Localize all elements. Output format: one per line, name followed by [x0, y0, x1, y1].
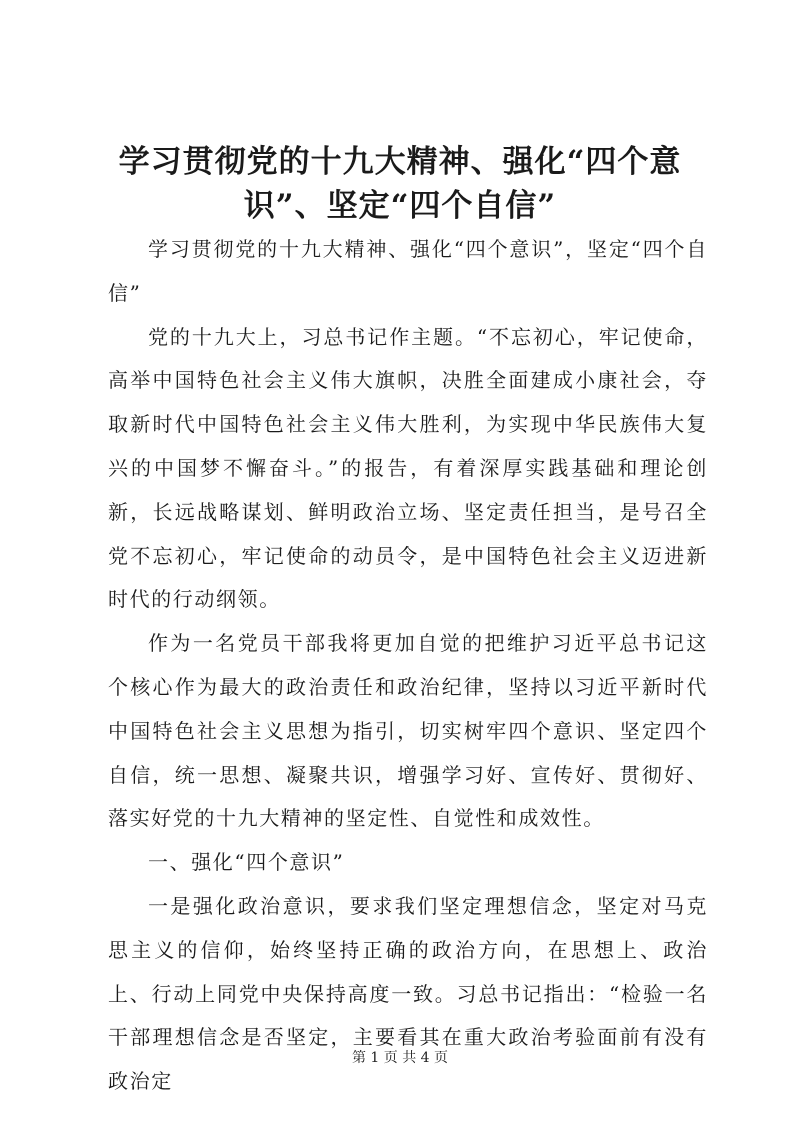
title-line-1: 学习贯彻党的十九大精神、强化“四个意	[118, 144, 682, 180]
section-heading-four-consciousness: 一、强化“四个意识”	[148, 850, 345, 875]
document-body	[108, 228, 708, 1104]
page-footer: 第 1 页 共 4 页	[351, 1050, 449, 1066]
paragraph-report: 党的十九大上，习总书记作主题。“不忘初心，牢记使命，高举中国特色社会主义伟大旗帜，决胜全面建成小康社会，夺取新时代中国特色社会主义伟大胜利，为实现中华民族伟大复兴的中国梦不懈奋斗。”的报告，有着深厚实践基础和理论创新，长远战略谋划、鲜明政治立场、坚定责任担当，是号召全党不忘初心，牢记使命的动员令，是中国特色社会主义迈进新时代的行动纲领。	[108, 324, 708, 612]
paragraph-subtitle: 学习贯彻党的十九大精神、强化“四个意识”，坚定“四个自信”	[108, 237, 708, 305]
title-line-2: 识”、坚定“四个自信”	[243, 188, 557, 224]
paragraph-political-awareness: 一是强化政治意识，要求我们坚定理想信念，坚定对马克思主义的信仰，始终坚持正确的政治方向，在思想上、政治上、行动上同党中央保持高度一致。习总书记指出：“检验一名干部理想信念是否坚定，主要看其在重大政治考验面前有没有政治定	[108, 893, 708, 1094]
document-title	[100, 140, 700, 228]
paragraph-commitment: 作为一名党员干部我将更加自觉的把维护习近平总书记这个核心作为最大的政治责任和政治纪律，坚持以习近平新时代中国特色社会主义思想为指引，切实树牢四个意识、坚定四个自信，统一思想、凝聚共识，增强学习好、宣传好、贯彻好、落实好党的十九大精神的坚定性、自觉性和成效性。	[108, 631, 708, 831]
